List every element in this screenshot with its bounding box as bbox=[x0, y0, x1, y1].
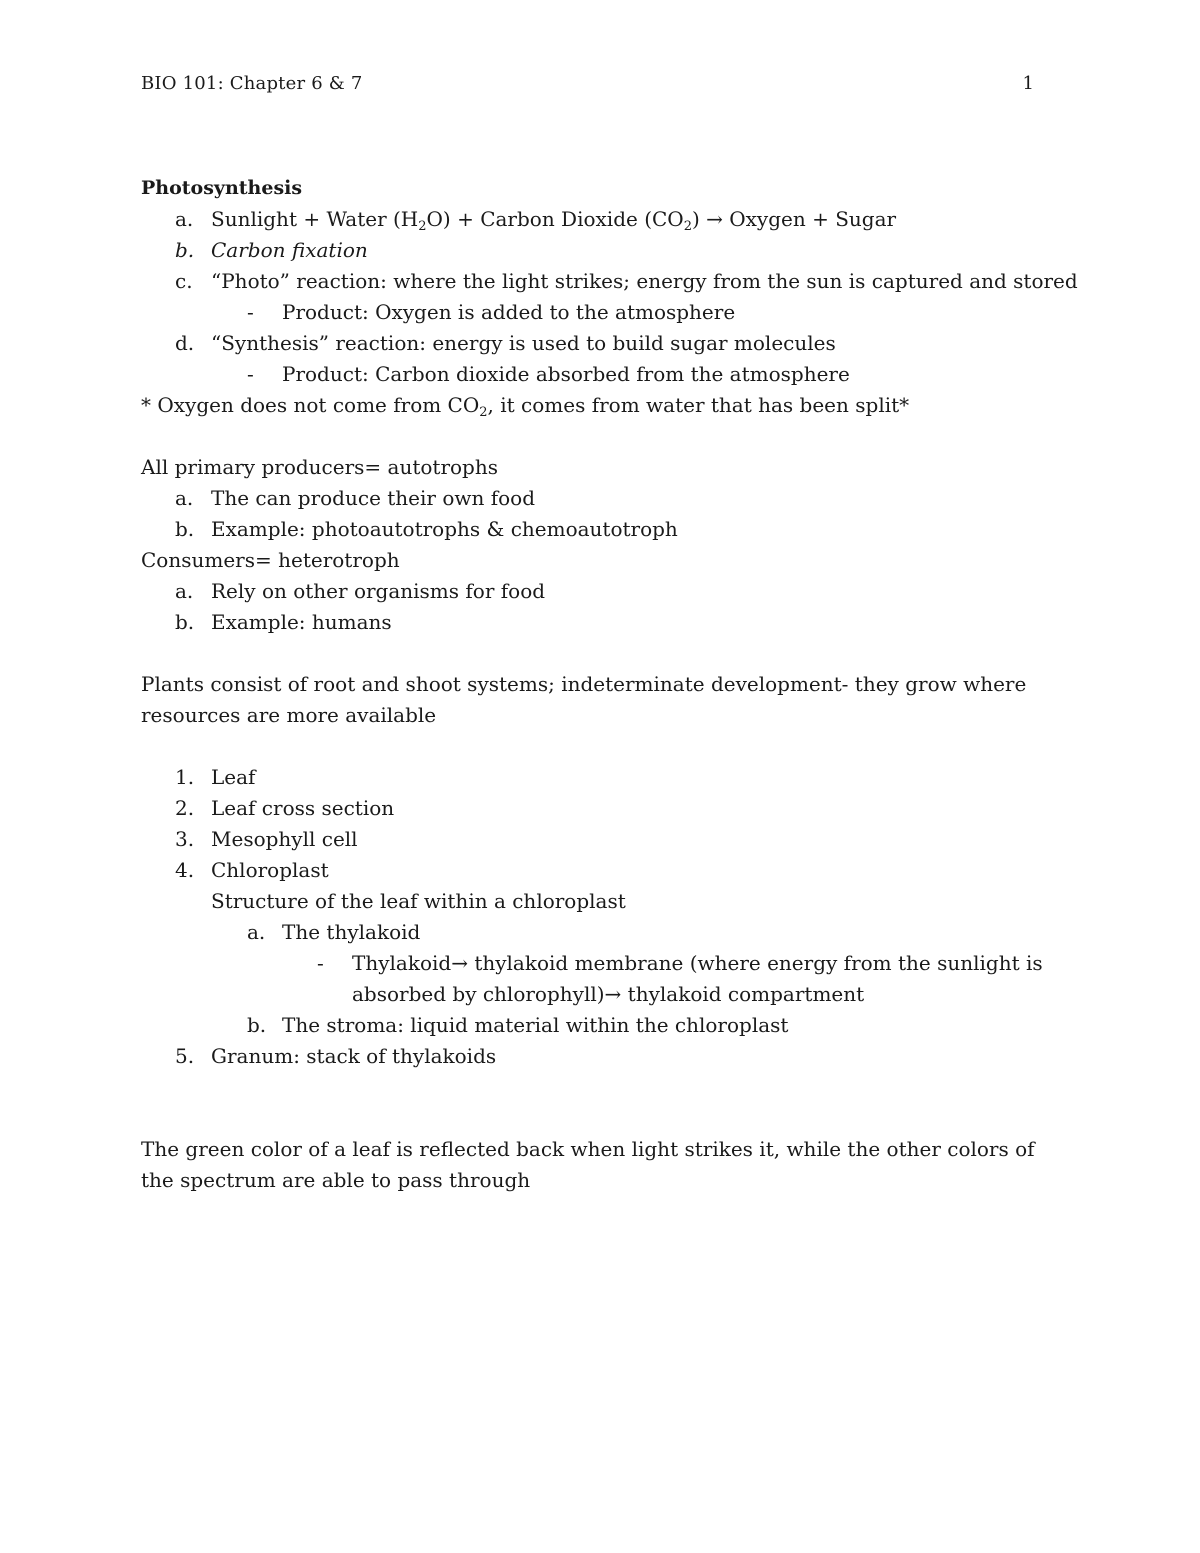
note-part: * Oxygen does not come from CO bbox=[141, 393, 480, 417]
list-text: Example: photoautotrophs & chemoautotroph bbox=[211, 517, 678, 541]
list-marker: a. bbox=[247, 920, 266, 944]
header-title: BIO 101: Chapter 6 & 7 bbox=[141, 73, 363, 94]
list-item bbox=[141, 917, 1071, 948]
list-item bbox=[141, 514, 1071, 545]
equation-part: Sunlight + Water (H bbox=[211, 207, 419, 231]
list-text: Product: Carbon dioxide absorbed from the atmosphere bbox=[282, 362, 850, 386]
equation-part: ) → Oxygen + Sugar bbox=[691, 207, 897, 231]
list-item bbox=[141, 1041, 1071, 1072]
list-item bbox=[141, 266, 1078, 297]
subscript: 2 bbox=[683, 219, 692, 234]
list-item bbox=[141, 576, 1071, 607]
list-marker: 3. bbox=[175, 827, 195, 851]
list-marker: b. bbox=[175, 610, 195, 634]
equation-part: O) + Carbon Dioxide (CO bbox=[426, 207, 684, 231]
photosynthesis-heading: Photosynthesis bbox=[141, 177, 303, 199]
list-text: The thylakoid bbox=[282, 920, 421, 944]
list-item bbox=[141, 297, 1071, 328]
list-item bbox=[141, 328, 1071, 359]
list-marker: 1. bbox=[175, 765, 195, 789]
list-text: absorbed by chlorophyll)→ thylakoid compartment bbox=[352, 982, 865, 1006]
subscript: 2 bbox=[479, 405, 488, 420]
list-marker: d. bbox=[175, 331, 195, 355]
list-marker: b. bbox=[175, 517, 195, 541]
list-marker: 4. bbox=[175, 858, 195, 882]
list-text: Thylakoid→ thylakoid membrane (where energy from the sunlight is bbox=[352, 951, 1043, 975]
list-text: Leaf cross section bbox=[211, 796, 395, 820]
list-marker: 2. bbox=[175, 796, 195, 820]
list-item bbox=[141, 359, 1071, 390]
list-text: The can produce their own food bbox=[211, 486, 536, 510]
subscript: 2 bbox=[418, 219, 427, 234]
list-marker: c. bbox=[175, 269, 193, 293]
plants-paragraph: Plants consist of root and shoot systems; indeterminate development- they grow where resources are more available bbox=[141, 672, 1027, 727]
list-item-continuation bbox=[141, 979, 1071, 1010]
list-text: Leaf bbox=[211, 765, 256, 789]
list-text: Chloroplast bbox=[211, 858, 329, 882]
list-marker: b. bbox=[247, 1013, 267, 1037]
document-body bbox=[141, 173, 1078, 1196]
dash-marker: - bbox=[247, 362, 254, 386]
list-marker: a. bbox=[175, 579, 194, 603]
list-marker: 5. bbox=[175, 1044, 195, 1068]
list-item bbox=[141, 855, 1071, 886]
note-part: , it comes from water that has been split* bbox=[487, 393, 910, 417]
list-marker: b. bbox=[175, 238, 195, 262]
structure-line: Structure of the leaf within a chloroplast bbox=[211, 889, 626, 913]
list-item bbox=[141, 793, 1071, 824]
list-text: “Synthesis” reaction: energy is used to build sugar molecules bbox=[211, 331, 836, 355]
consumers-heading: Consumers= heterotroph bbox=[141, 548, 400, 572]
spacer bbox=[141, 421, 1071, 452]
list-text: The stroma: liquid material within the chloroplast bbox=[282, 1013, 789, 1037]
list-item bbox=[141, 483, 1071, 514]
list-item bbox=[141, 235, 1071, 266]
list-text: Granum: stack of thylakoids bbox=[211, 1044, 497, 1068]
list-text: “Photo” reaction: where the light strikes; energy from the sun is captured and stored bbox=[211, 269, 1078, 293]
producers-heading: All primary producers= autotrophs bbox=[141, 455, 498, 479]
list-text: Mesophyll cell bbox=[211, 827, 358, 851]
list-item bbox=[141, 824, 1071, 855]
list-text: Example: humans bbox=[211, 610, 392, 634]
list-marker: a. bbox=[175, 207, 194, 231]
list-item bbox=[141, 762, 1071, 793]
spacer bbox=[141, 1072, 1071, 1134]
green-color-paragraph: The green color of a leaf is reflected back when light strikes it, while the other colors of the spectrum are able to pass through bbox=[141, 1137, 1035, 1192]
list-text: Carbon fixation bbox=[211, 238, 368, 262]
spacer bbox=[141, 638, 1071, 669]
list-item bbox=[141, 204, 1071, 235]
list-item bbox=[141, 1010, 1071, 1041]
dash-marker: - bbox=[317, 951, 324, 975]
list-marker: a. bbox=[175, 486, 194, 510]
list-item bbox=[141, 886, 1071, 917]
list-item bbox=[141, 607, 1071, 638]
list-item bbox=[141, 948, 1071, 979]
page-number: 1 bbox=[1022, 73, 1034, 94]
list-text: Product: Oxygen is added to the atmosphere bbox=[282, 300, 736, 324]
spacer bbox=[141, 731, 1071, 762]
list-text: Rely on other organisms for food bbox=[211, 579, 546, 603]
photosynthesis-equation bbox=[211, 204, 896, 235]
oxygen-note bbox=[141, 390, 1071, 421]
dash-marker: - bbox=[247, 300, 254, 324]
